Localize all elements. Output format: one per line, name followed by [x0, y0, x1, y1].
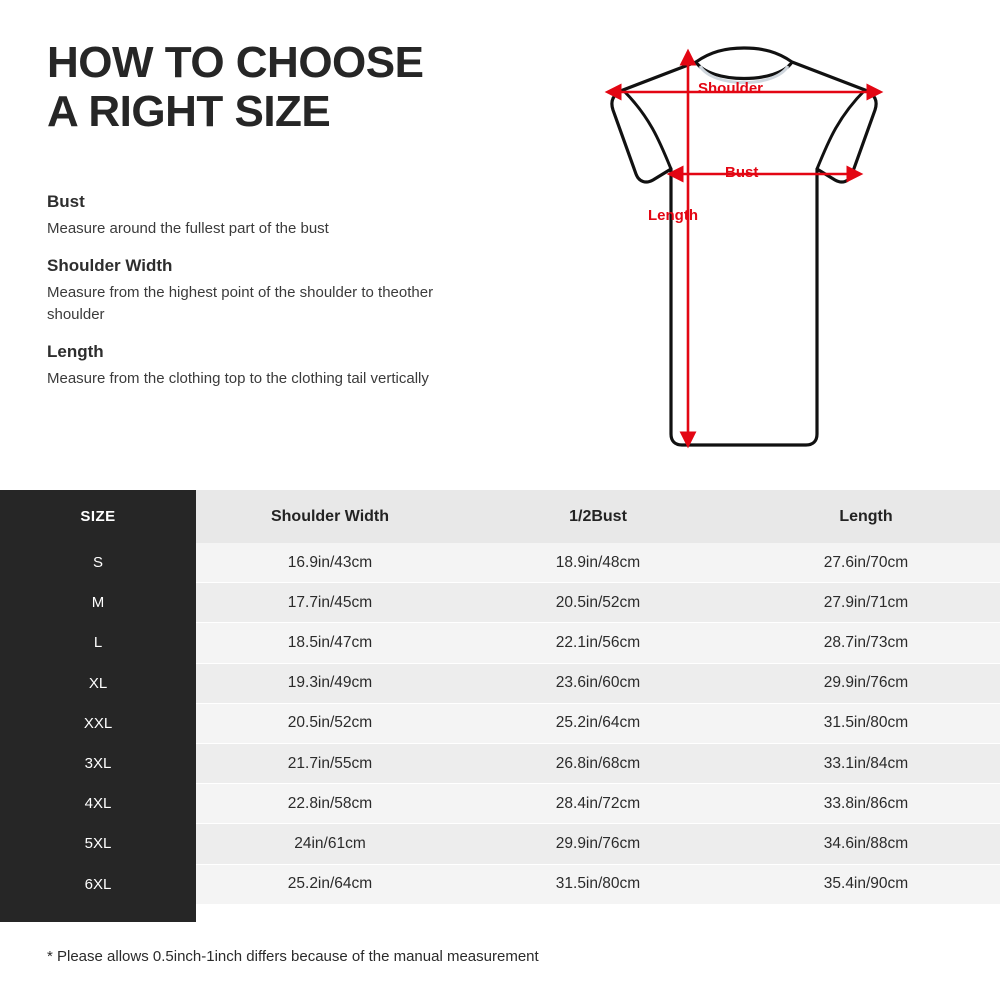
definition-term: Bust	[47, 192, 85, 211]
cell-size: L	[0, 623, 196, 663]
table-row	[0, 864, 1000, 904]
cell-half-bust: 22.1in/56cm	[464, 623, 732, 663]
cell-length: 27.6in/70cm	[732, 543, 1000, 583]
cell-length: 27.9in/71cm	[732, 583, 1000, 623]
cell-half-bust: 28.4in/72cm	[464, 784, 732, 824]
definition-term: Length	[47, 341, 104, 361]
cell-half-bust: 18.9in/48cm	[464, 543, 732, 583]
cell-shoulder-width: 25.2in/64cm	[196, 864, 464, 904]
cell-size: M	[0, 583, 196, 623]
table-header-size: SIZE	[0, 490, 196, 543]
definition-description: Measure from the highest point of the shoulder to theother shoulder	[47, 284, 434, 323]
cell-length: 34.6in/88cm	[732, 824, 1000, 864]
table-header-row	[0, 490, 1000, 543]
cell-size: XXL	[0, 703, 196, 743]
cell-size: 5XL	[0, 824, 196, 864]
table-row	[0, 824, 1000, 864]
table-row	[0, 743, 1000, 783]
table-row	[0, 663, 1000, 703]
definition-length	[47, 342, 477, 389]
cell-length: 33.8in/86cm	[732, 784, 1000, 824]
cell-shoulder-width: 24in/61cm	[196, 824, 464, 864]
size-table-area	[0, 490, 1000, 922]
definition-term: Shoulder Width	[47, 256, 173, 276]
table-header-length: Length	[732, 490, 1000, 543]
cell-size: 6XL	[0, 864, 196, 904]
cell-length: 33.1in/84cm	[732, 743, 1000, 783]
cell-half-bust: 31.5in/80cm	[464, 864, 732, 904]
table-header-half-bust: 1/2Bust	[464, 490, 732, 543]
table-body	[0, 543, 1000, 904]
definition-description: Measure around the fullest part of the bust	[47, 220, 329, 237]
cell-size: 4XL	[0, 784, 196, 824]
cell-shoulder-width: 19.3in/49cm	[196, 663, 464, 703]
cell-half-bust: 26.8in/68cm	[464, 743, 732, 783]
cell-shoulder-width: 21.7in/55cm	[196, 743, 464, 783]
table-row	[0, 703, 1000, 743]
definition-shoulder-width	[47, 256, 477, 325]
table-row	[0, 543, 1000, 583]
cell-shoulder-width: 22.8in/58cm	[196, 784, 464, 824]
bust-measure-label: Bust	[725, 164, 759, 181]
cell-length: 29.9in/76cm	[732, 663, 1000, 703]
definition-bust	[47, 192, 477, 239]
tshirt-diagram	[520, 22, 970, 472]
cell-length: 31.5in/80cm	[732, 703, 1000, 743]
cell-length: 35.4in/90cm	[732, 864, 1000, 904]
page-title	[47, 38, 517, 137]
cell-shoulder-width: 18.5in/47cm	[196, 623, 464, 663]
cell-half-bust: 23.6in/60cm	[464, 663, 732, 703]
cell-size: XL	[0, 663, 196, 703]
cell-shoulder-width: 20.5in/52cm	[196, 703, 464, 743]
table-row	[0, 784, 1000, 824]
definition-description: Measure from the clothing top to the clothing tail vertically	[47, 369, 429, 387]
length-measure-label: Length	[648, 207, 698, 224]
cell-size: S	[0, 543, 196, 583]
cell-size: 3XL	[0, 743, 196, 783]
cell-half-bust: 20.5in/52cm	[464, 583, 732, 623]
measurement-disclaimer: * Please allows 0.5inch-1inch differs because of the manual measurement	[47, 948, 539, 965]
table-header-shoulder-width: Shoulder Width	[196, 490, 464, 543]
measurement-definitions	[47, 192, 477, 406]
shoulder-measure-label: Shoulder	[698, 80, 764, 97]
page-title-line-1: HOW TO CHOOSE	[47, 38, 424, 87]
cell-length: 28.7in/73cm	[732, 623, 1000, 663]
table-row	[0, 583, 1000, 623]
tshirt-body-outline	[612, 48, 876, 445]
cell-shoulder-width: 16.9in/43cm	[196, 543, 464, 583]
cell-half-bust: 29.9in/76cm	[464, 824, 732, 864]
size-chart-table	[0, 490, 1000, 905]
top-section	[0, 0, 1000, 490]
table-row	[0, 623, 1000, 663]
cell-half-bust: 25.2in/64cm	[464, 703, 732, 743]
page-title-line-2: A RIGHT SIZE	[47, 87, 331, 137]
cell-shoulder-width: 17.7in/45cm	[196, 583, 464, 623]
